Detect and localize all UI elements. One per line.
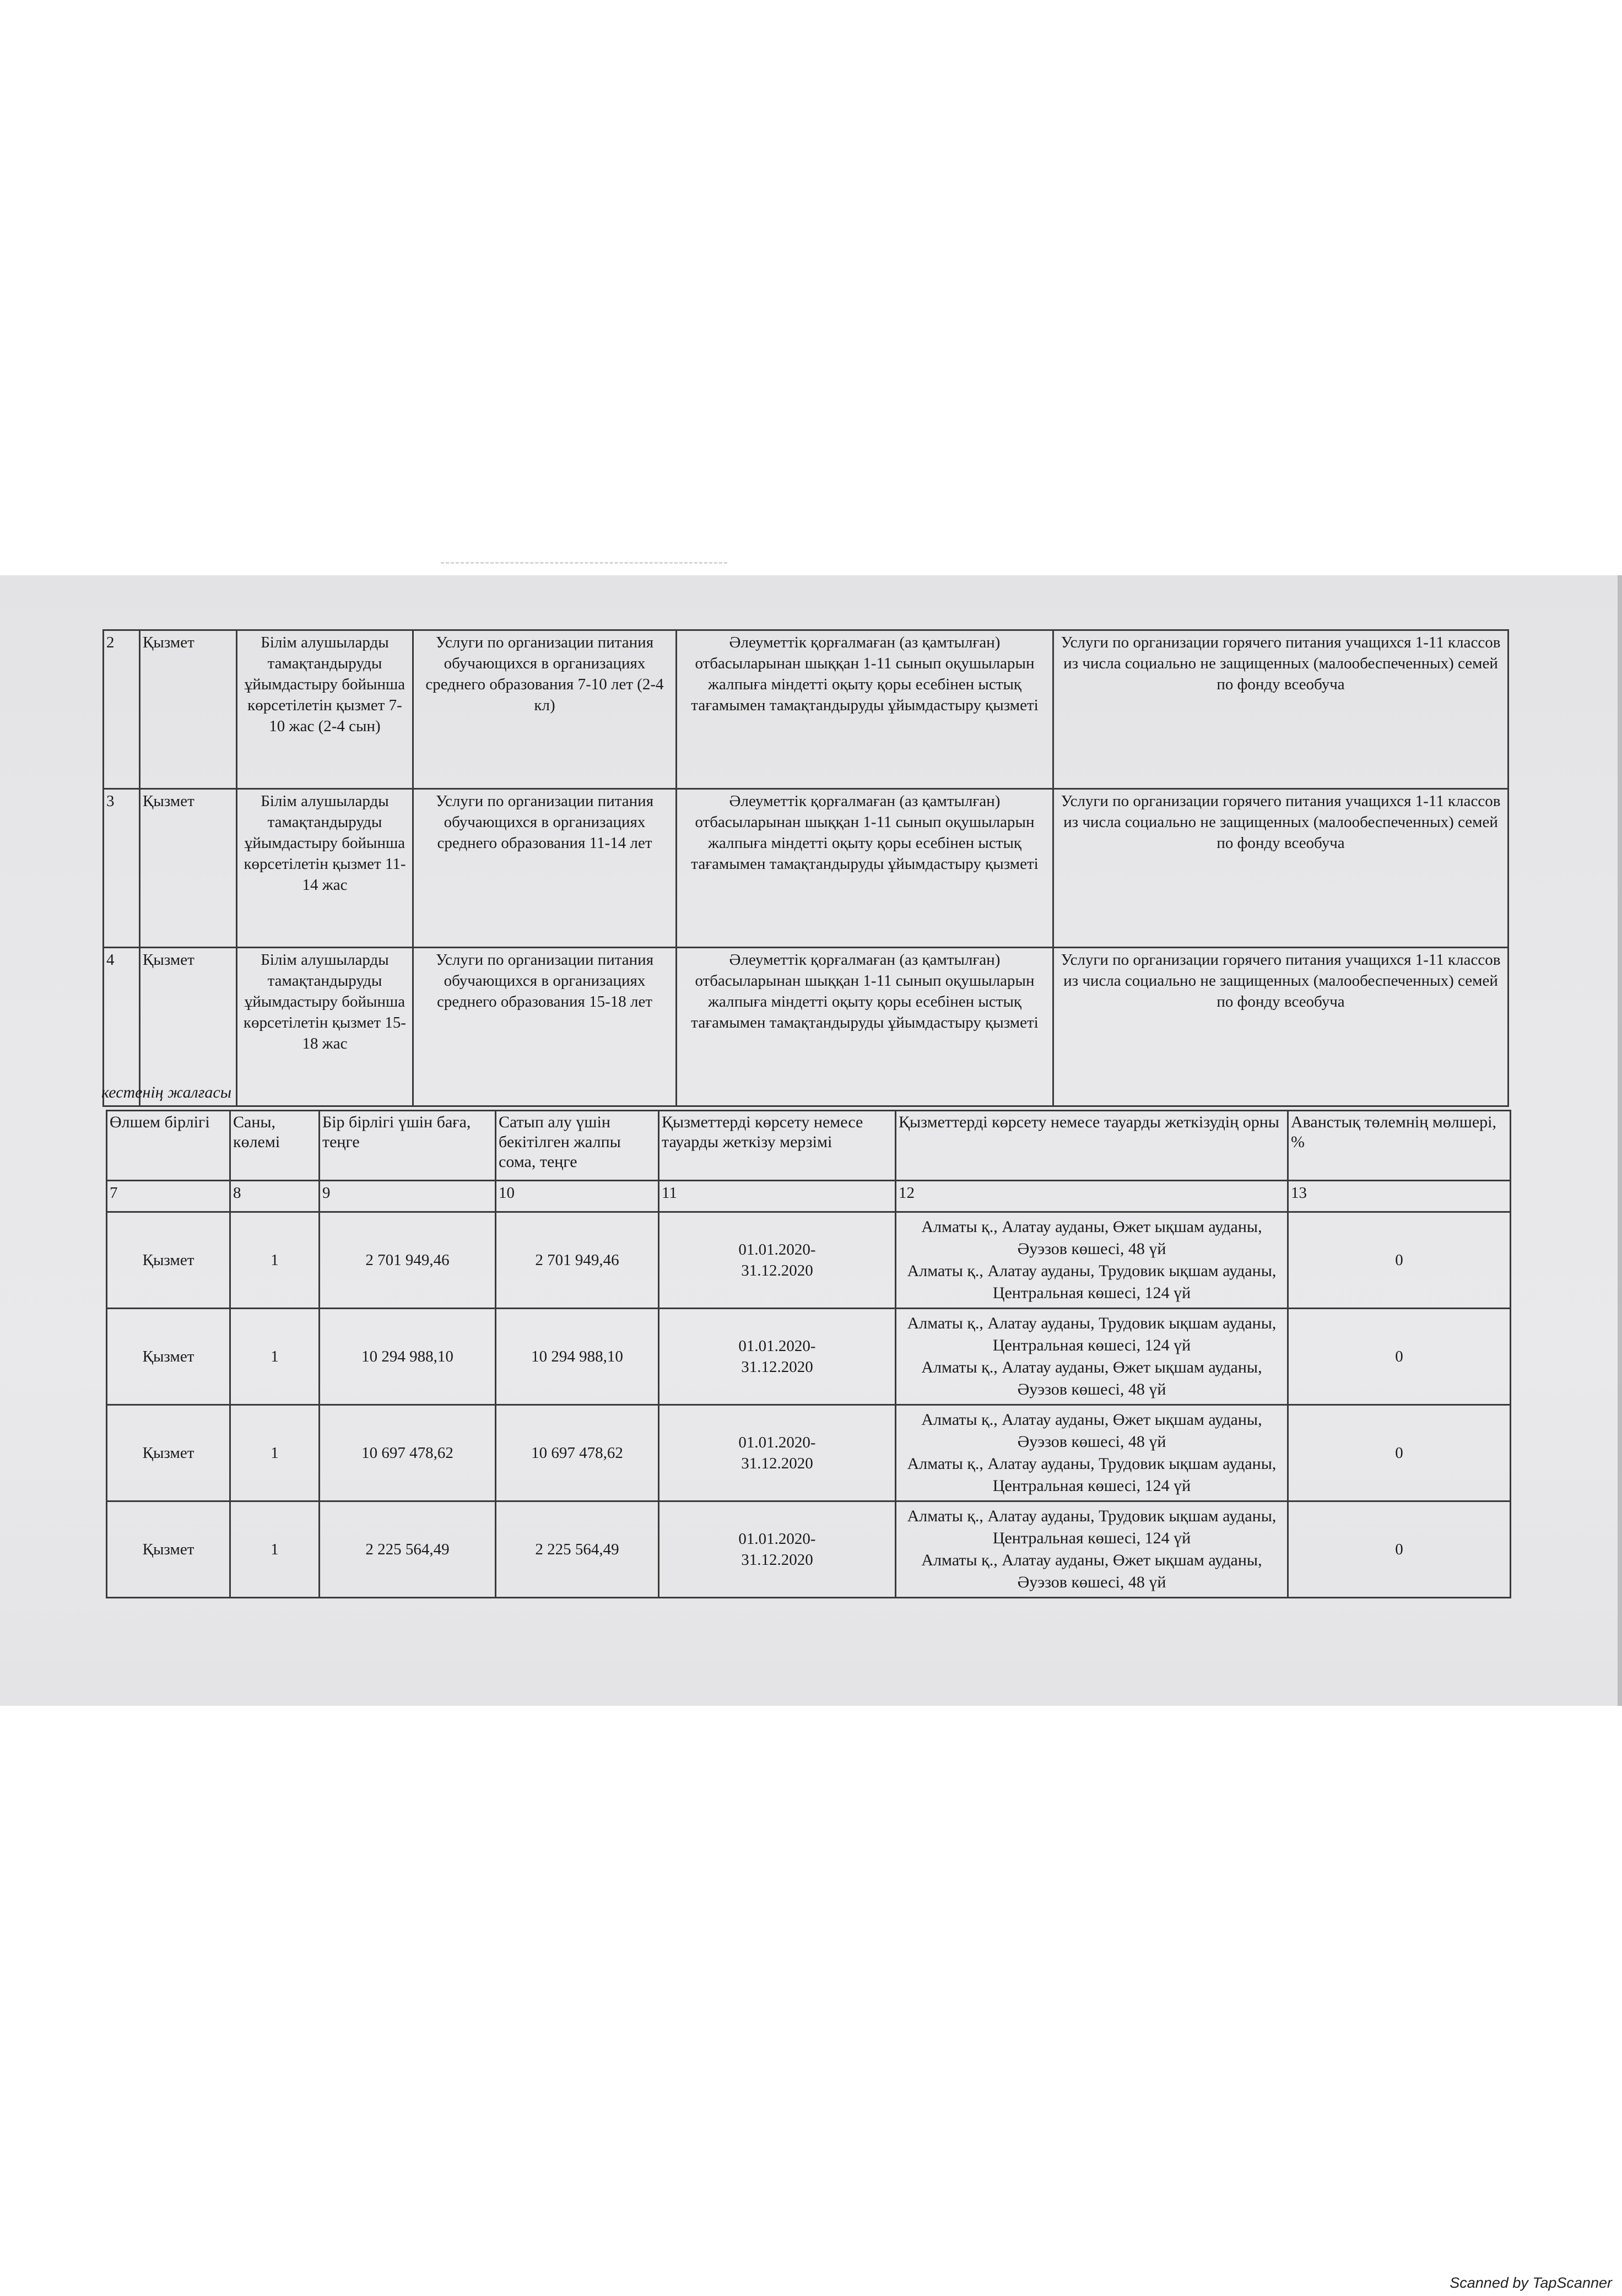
index-cell: 13 (1288, 1181, 1511, 1212)
address-line: Алматы қ., Алатау ауданы, Өжет ықшам ауданы, Әуэзов көшесі, 48 үй (921, 1411, 1262, 1451)
place-cell (896, 1212, 1288, 1309)
unit-price-cell: 2 701 949,46 (320, 1212, 496, 1309)
desc-kz-cell: Әлеуметтік қорғалмаған (аз қамтылған) отбасыларынан шыққан 1-11 сынып оқушыларын жалпыға міндетті оқыту қоры есебінен ыстық тағамымен тамақтандыруды ұйымдастыру қызметі (677, 630, 1053, 789)
scanner-watermark: Scanned by TapScanner (1450, 2275, 1612, 2291)
desc-ru-cell: Услуги по организации горячего питания учащихся 1-11 классов из числа социально не защищенных (малообеспеченных) семей по фонду всеобуча (1053, 948, 1509, 1106)
address-line: Алматы қ., Алатау ауданы, Трудовик ықшам ауданы, Центральная көшесі, 124 үй (907, 1262, 1277, 1302)
total-sum-cell: 2 225 564,49 (496, 1501, 659, 1598)
advance-cell: 0 (1288, 1309, 1511, 1405)
quantity-cell: 1 (230, 1405, 320, 1501)
quantity-cell: 1 (230, 1501, 320, 1598)
name-ru-cell: Услуги по организации питания обучающихся в организациях среднего образования 15-18 лет (413, 948, 677, 1106)
advance-cell: 0 (1288, 1501, 1511, 1598)
desc-ru-cell: Услуги по организации горячего питания учащихся 1-11 классов из числа социально не защищенных (малообеспеченных) семей по фонду всеобуча (1053, 630, 1509, 789)
period-start: 01.01.2020- (738, 1530, 816, 1548)
unit-cell: Қызмет (140, 789, 237, 948)
period-cell (659, 1309, 896, 1405)
desc-kz-cell: Әлеуметтік қорғалмаған (аз қамтылған) отбасыларынан шыққан 1-11 сынып оқушыларын жалпыға міндетті оқыту қоры есебінен ыстық тағамымен тамақтандыруды ұйымдастыру қызметі (677, 789, 1053, 948)
total-sum-cell: 10 294 988,10 (496, 1309, 659, 1405)
total-sum-cell: 10 697 478,62 (496, 1405, 659, 1501)
desc-ru-cell: Услуги по организации горячего питания учащихся 1-11 классов из числа социально не защищенных (малообеспеченных) семей по фонду всеобуча (1053, 789, 1509, 948)
row-number: 4 (104, 948, 140, 1106)
unit-price-cell: 10 294 988,10 (320, 1309, 496, 1405)
period-end: 31.12.2020 (741, 1358, 813, 1376)
unit-cell: Қызмет (107, 1405, 230, 1501)
index-row (107, 1181, 1511, 1212)
services-table (102, 629, 1509, 1107)
header-advance: Аванстық төлемнің мөлшері, % (1288, 1111, 1511, 1181)
index-cell: 12 (896, 1181, 1288, 1212)
table-row (107, 1309, 1511, 1405)
index-cell: 9 (320, 1181, 496, 1212)
unit-cell: Қызмет (140, 630, 237, 789)
place-cell (896, 1501, 1288, 1598)
index-cell: 10 (496, 1181, 659, 1212)
header-row (107, 1111, 1511, 1181)
header-unit-price: Бір бірлігі үшін баға, теңге (320, 1111, 496, 1181)
unit-cell: Қызмет (140, 948, 237, 1106)
faint-header-remnant (441, 562, 727, 568)
place-cell (896, 1309, 1288, 1405)
index-cell: 7 (107, 1181, 230, 1212)
continuation-table (106, 1110, 1511, 1598)
address-line: Алматы қ., Алатау ауданы, Трудовик ықшам ауданы, Центральная көшесі, 124 үй (907, 1455, 1277, 1495)
period-end: 31.12.2020 (741, 1551, 813, 1569)
table-continuation-caption: кестенің жалғасы (101, 1083, 232, 1101)
period-start: 01.01.2020- (738, 1241, 816, 1258)
header-unit: Өлшем бірлігі (107, 1111, 230, 1181)
row-number: 2 (104, 630, 140, 789)
unit-price-cell: 2 225 564,49 (320, 1501, 496, 1598)
quantity-cell: 1 (230, 1309, 320, 1405)
unit-cell: Қызмет (107, 1309, 230, 1405)
name-kz-cell: Білім алушыларды тамақтандыруды ұйымдастыру бойынша көрсетілетін қызмет 7-10 жас (2-4 сын) (237, 630, 413, 789)
unit-price-cell: 10 697 478,62 (320, 1405, 496, 1501)
period-end: 31.12.2020 (741, 1262, 813, 1279)
period-cell (659, 1501, 896, 1598)
header-delivery-place: Қызметтерді көрсету немесе тауарды жеткізудің орны (896, 1111, 1288, 1181)
table-row (104, 630, 1509, 789)
place-cell (896, 1405, 1288, 1501)
index-cell: 8 (230, 1181, 320, 1212)
header-total-sum: Сатып алу үшін бекітілген жалпы сома, теңге (496, 1111, 659, 1181)
name-ru-cell: Услуги по организации питания обучающихся в организациях среднего образования 11-14 лет (413, 789, 677, 948)
address-line: Алматы қ., Алатау ауданы, Трудовик ықшам ауданы, Центральная көшесі, 124 үй (907, 1507, 1277, 1547)
address-line: Алматы қ., Алатау ауданы, Өжет ықшам ауданы, Әуэзов көшесі, 48 үй (921, 1358, 1262, 1398)
period-end: 31.12.2020 (741, 1455, 813, 1472)
table-row (107, 1501, 1511, 1598)
advance-cell: 0 (1288, 1405, 1511, 1501)
table-row (104, 789, 1509, 948)
name-kz-cell: Білім алушыларды тамақтандыруды ұйымдастыру бойынша көрсетілетін қызмет 15-18 жас (237, 948, 413, 1106)
period-cell (659, 1405, 896, 1501)
desc-kz-cell: Әлеуметтік қорғалмаған (аз қамтылған) отбасыларынан шыққан 1-11 сынып оқушыларын жалпыға міндетті оқыту қоры есебінен ыстық тағамымен тамақтандыруды ұйымдастыру қызметі (677, 948, 1053, 1106)
table-row (107, 1405, 1511, 1501)
address-line: Алматы қ., Алатау ауданы, Өжет ықшам ауданы, Әуэзов көшесі, 48 үй (921, 1218, 1262, 1258)
period-cell (659, 1212, 896, 1309)
scan-edge (1618, 575, 1622, 1706)
table-row (107, 1212, 1511, 1309)
name-ru-cell: Услуги по организации питания обучающихся в организациях среднего образования 7-10 лет (2-4 кл) (413, 630, 677, 789)
address-line: Алматы қ., Алатау ауданы, Өжет ықшам ауданы, Әуэзов көшесі, 48 үй (921, 1551, 1262, 1591)
advance-cell: 0 (1288, 1212, 1511, 1309)
row-number: 3 (104, 789, 140, 948)
index-cell: 11 (659, 1181, 896, 1212)
header-delivery-period: Қызметтерді көрсету немесе тауарды жеткізу мерзімі (659, 1111, 896, 1181)
period-start: 01.01.2020- (738, 1434, 816, 1451)
unit-cell: Қызмет (107, 1212, 230, 1309)
period-start: 01.01.2020- (738, 1337, 816, 1355)
total-sum-cell: 2 701 949,46 (496, 1212, 659, 1309)
unit-cell: Қызмет (107, 1501, 230, 1598)
quantity-cell: 1 (230, 1212, 320, 1309)
table-row (104, 948, 1509, 1106)
address-line: Алматы қ., Алатау ауданы, Трудовик ықшам ауданы, Центральная көшесі, 124 үй (907, 1314, 1277, 1354)
name-kz-cell: Білім алушыларды тамақтандыруды ұйымдастыру бойынша көрсетілетін қызмет 11-14 жас (237, 789, 413, 948)
header-quantity: Саны, көлемі (230, 1111, 320, 1181)
